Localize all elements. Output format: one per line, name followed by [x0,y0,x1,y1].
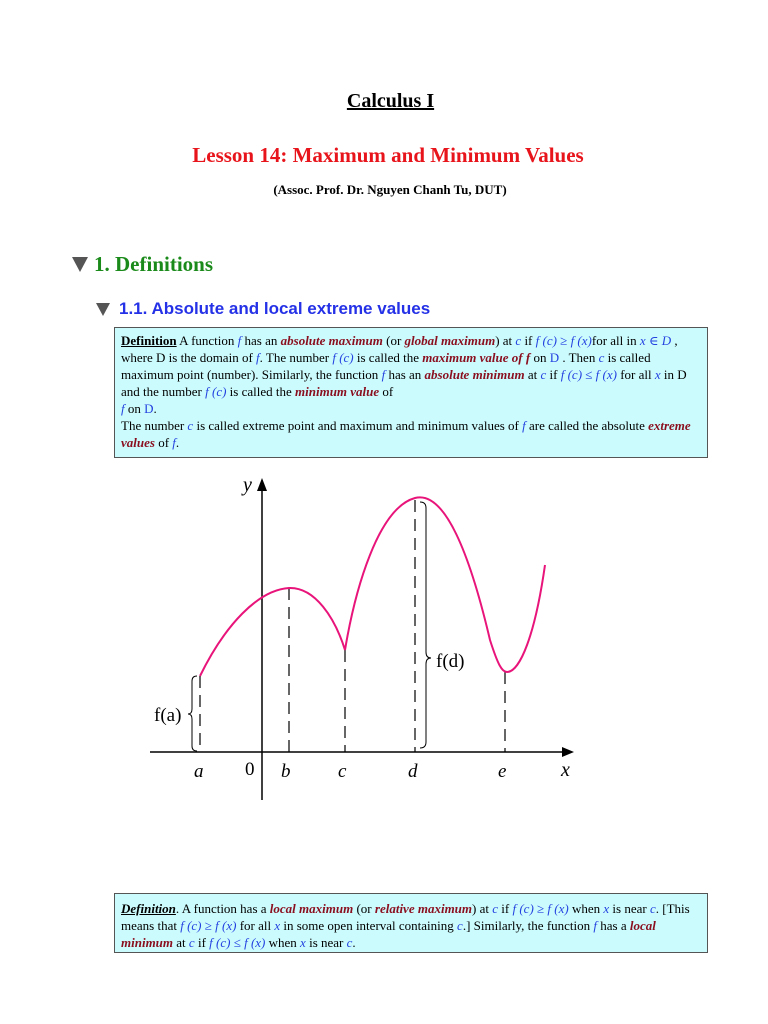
formula: x ∈ D [639,333,672,348]
symbol: c [187,418,194,433]
symbol: c [188,935,195,950]
formula: f (c) ≥ f (x) [512,901,569,916]
text: is near [305,935,347,950]
text: ) at [495,333,516,348]
text: for all [616,367,655,382]
text: is near [609,901,650,916]
symbol: f [237,333,242,348]
text: when [265,935,301,950]
extrema-graph [0,465,768,810]
text: if [194,935,210,950]
symbol: c [515,333,522,348]
symbol: D [549,350,560,365]
x-axis-arrow-icon [562,747,574,757]
section-definitions-heading[interactable] [72,252,213,277]
formula: f (c) ≥ f (x) [535,333,592,348]
text: for all in [591,333,640,348]
keyword: global maximum [404,333,496,348]
definition-local-extrema [114,893,708,953]
text: has an [385,367,425,382]
text: of [379,384,394,399]
brace-fa [188,676,197,751]
formula: f (c) [332,350,354,365]
keyword: minimum value [295,384,380,399]
text: . The number [259,350,333,365]
keyword: local maximum [269,901,354,916]
text: The number [121,418,188,433]
text: (or [382,333,405,348]
symbol: c [346,935,353,950]
text: .] Similarly, the function [462,918,594,933]
text: is called maximum point (number). Similarly, the function [121,350,651,382]
formula: f (c) ≤ f (x) [560,367,617,382]
text: is called extreme point and maximum and minimum values of [193,418,523,433]
text: . [153,401,157,416]
fd-label: f(d) [436,651,465,672]
symbol: c [598,350,605,365]
symbol: x [603,901,610,916]
text: . [352,935,356,950]
subsection-absolute-local-heading[interactable] [96,299,430,319]
formula: f (c) ≥ f (x) [180,918,237,933]
collapse-triangle-icon[interactable] [72,257,88,272]
symbol: c [492,901,499,916]
keyword: absolute maximum [280,333,383,348]
brace-fd [420,502,431,748]
tick-label-b: b [281,761,291,782]
definition-label: Definition [121,901,176,916]
definition-absolute-extrema [114,327,708,458]
keyword: maximum value of f [422,350,531,365]
symbol: c [457,918,463,933]
text: is called the [353,350,423,365]
text: in some open interval containing [280,918,458,933]
text: for all [236,918,275,933]
text: if [546,367,561,382]
symbol: f [256,350,260,365]
tick-label-c: c [338,761,347,782]
x-axis-label: x [561,759,570,781]
symbol: x [274,918,281,933]
text: at [173,935,189,950]
formula: f (c) [205,384,227,399]
tick-label-d: d [408,761,418,782]
text: at [524,367,541,382]
lesson-title: Lesson 14: Maximum and Minimum Values [192,143,584,167]
symbol: f [381,367,386,382]
origin-label: 0 [245,759,255,780]
text: ) at [472,901,493,916]
y-axis-arrow-icon [257,478,267,491]
tick-label-a: a [194,761,204,782]
subsection-absolute-local-title: 1.1. Absolute and local extreme values [119,299,431,318]
author-line: (Assoc. Prof. Dr. Nguyen Chanh Tu, DUT) [273,182,507,197]
collapse-triangle-icon[interactable] [96,303,110,316]
text: (or [353,901,375,916]
text: on [124,401,145,416]
text: if [498,901,513,916]
text: A function [176,333,238,348]
fa-label: f(a) [154,705,182,726]
symbol: x [300,935,306,950]
text: , where D is the domain of [121,333,678,365]
text: in D and the number [121,367,687,399]
text: . [This means that [121,901,690,933]
text: . A function has a [175,901,270,916]
keyword: relative maximum [374,901,473,916]
keyword: local minimum [121,918,656,950]
text: on [530,350,550,365]
text: of [154,435,173,450]
symbol: f [121,401,125,416]
keyword: extreme values [121,418,691,450]
y-axis-label: y [243,474,252,496]
text: when [568,901,604,916]
text: has an [241,333,281,348]
symbol: x [654,367,661,382]
definition-label: Definition [121,333,177,348]
text: . [175,435,180,450]
course-title: Calculus I [346,90,435,112]
symbol: f [593,918,598,933]
section-definitions-title: 1. Definitions [94,252,214,276]
text: . Then [559,350,599,365]
symbol: D [144,401,154,416]
symbol: c [540,367,547,382]
symbol: c [649,901,656,916]
text: are called the absolute [525,418,649,433]
text: is called the [226,384,296,399]
symbol: f [172,435,176,450]
text: if [521,333,536,348]
tick-label-e: e [498,761,507,782]
symbol: f [522,418,526,433]
text: has a [597,918,630,933]
formula: f (c) ≤ f (x) [209,935,266,950]
function-curve [200,497,545,676]
keyword: absolute minimum [424,367,525,382]
